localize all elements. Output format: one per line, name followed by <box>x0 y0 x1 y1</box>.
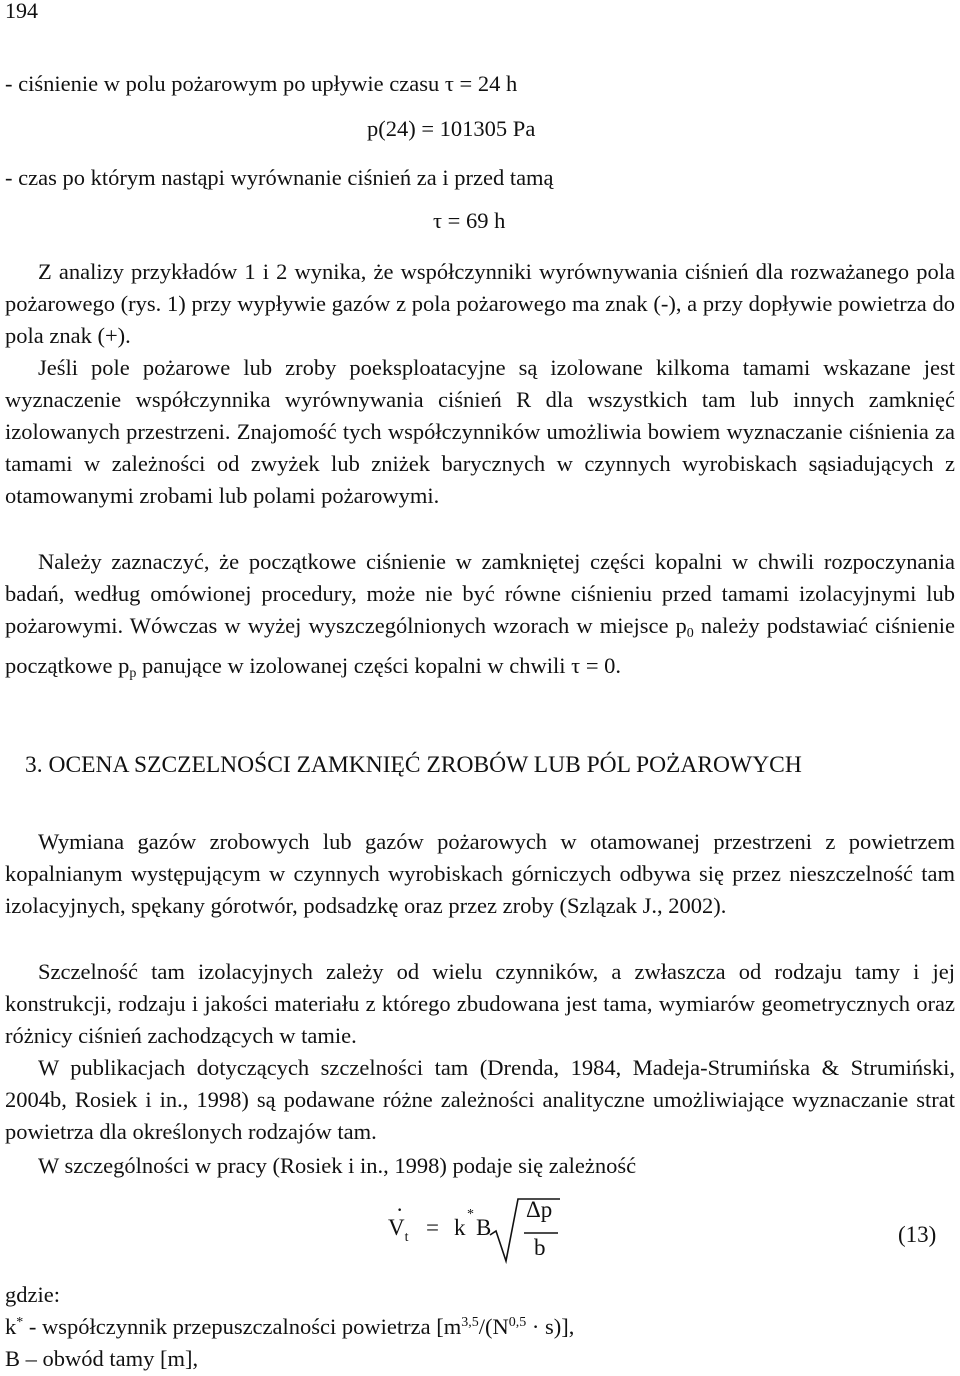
formula-t-subscript: t <box>404 1230 409 1245</box>
paragraph-analysis: Z analizy przykładów 1 i 2 wynika, że współczynniki wyrównywania ciśnień dla rozważanego pola pożarowego (rys. 1) przy wypływie gazów z pola pożarowego ma znak (-), a przy dopływie powietrza do pola znak (+). <box>5 259 955 348</box>
definition-k <box>5 1314 574 1340</box>
paragraph-gas-exchange: Wymiana gazów zrobowych lub gazów pożarowych w otamowanej przestrzeni z powietrzem kopalnianym występującym w czynnych wyrobiskach górniczych odbywa się przez nieszczelność tam izolacyjnych, spękany górotwór, podsadzkę oraz przez zroby (Szlązak J., 2002). <box>5 829 955 918</box>
formula-dot: · <box>396 1197 404 1222</box>
formula-equals: = <box>426 1215 439 1240</box>
formula-b-upper: B <box>476 1215 492 1240</box>
where-label: gdzie: <box>5 1282 60 1307</box>
paragraph-initial-pressure <box>5 546 955 690</box>
paragraph-isolated-fields: Jeśli pole pożarowe lub zroby poeksploatacyjne są izolowane kilkoma tamami wskazane jest wyznaczenie współczynnika wyrównywania ciśnień R dla wszystkich tam lub innych zamknięć izolowanych przestrzeni. Znajomość tych współczynników umożliwia bowiem wyznaczanie ciśnienia za tamami w zależności od zwyżek lub zniżek barycznych w czynnych wyrobiskach sąsiadujących z otamowanymi zrobami lub polami pożarowymi. <box>5 355 955 508</box>
def-k-exp2: 0,5 <box>508 1315 527 1330</box>
definition-b: B – obwód tamy [m], <box>5 1346 199 1371</box>
paragraph-publications: W publikacjach dotyczących szczelności tam (Drenda, 1984, Madeja-Strumińska & Strumiński, 2004b, Rosiek i in., 1998) są podawane różne zależności analityczne umożliwiające wyznaczanie strat powietrza dla określonych rodzajów tam. <box>5 1055 955 1144</box>
def-k-symbol: k <box>5 1314 17 1339</box>
note-text-c: panujące w izolowanej części kopalni w chwili τ = 0. <box>136 653 622 678</box>
subscript-0: 0 <box>686 626 694 641</box>
equation-p24: p(24) = 101305 Pa <box>367 116 536 141</box>
def-k-end: · s)], <box>526 1314 575 1339</box>
formula-star: * <box>467 1207 474 1222</box>
def-k-star: * <box>16 1315 24 1330</box>
bullet-equalization-time: - czas po którym nastąpi wyrównanie ciśnień za i przed tamą <box>5 165 554 190</box>
formula-13 <box>388 1195 578 1275</box>
note-text-b: należy podstawiać ciśnienie początkowe p <box>5 613 956 678</box>
def-k-mid: /(N <box>478 1314 509 1339</box>
formula-denominator: b <box>534 1235 546 1260</box>
formula-v <box>388 1215 409 1245</box>
formula-v-letter: V <box>388 1215 405 1240</box>
equation-number: (13) <box>898 1222 937 1247</box>
formula-numerator: Δp <box>526 1197 553 1222</box>
def-k-text: - współczynnik przepuszczalności powietrza [m <box>23 1314 462 1339</box>
equation-tau: τ = 69 h <box>433 208 506 233</box>
formula-k: k <box>454 1215 466 1240</box>
bullet-pressure-after-24h: - ciśnienie w polu pożarowym po upływie czasu τ = 24 h <box>5 71 518 96</box>
def-k-exp1: 3,5 <box>461 1315 479 1330</box>
paragraph-dam-tightness: Szczelność tam izolacyjnych zależy od wielu czynników, a zwłaszcza od rodzaju tamy i jej konstrukcji, rodzaju i jakości materiału z którego zbudowana jest tama, wymiarów geometrycznych oraz różnicy ciśnień zachodzących w tamie. <box>5 959 955 1048</box>
page-number: 194 <box>5 0 38 23</box>
section-heading: 3. OCENA SZCZELNOŚCI ZAMKNIĘĆ ZROBÓW LUB PÓL POŻAROWYCH <box>25 752 802 778</box>
paragraph-dependency-intro: W szczególności w pracy (Rosiek i in., 1998) podaje się zależność <box>38 1153 637 1178</box>
note-text-a: Należy zaznaczyć, że początkowe ciśnienie w zamkniętej części kopalni w chwili rozpoczynania badań, według omówionej procedury, może nie być równe ciśnieniu przed tamami izolacyjnymi lub pożarowymi. Wówczas w wyżej wyszczególnionych wzorach w miejsce p <box>5 549 955 638</box>
subscript-p: p <box>129 666 137 681</box>
